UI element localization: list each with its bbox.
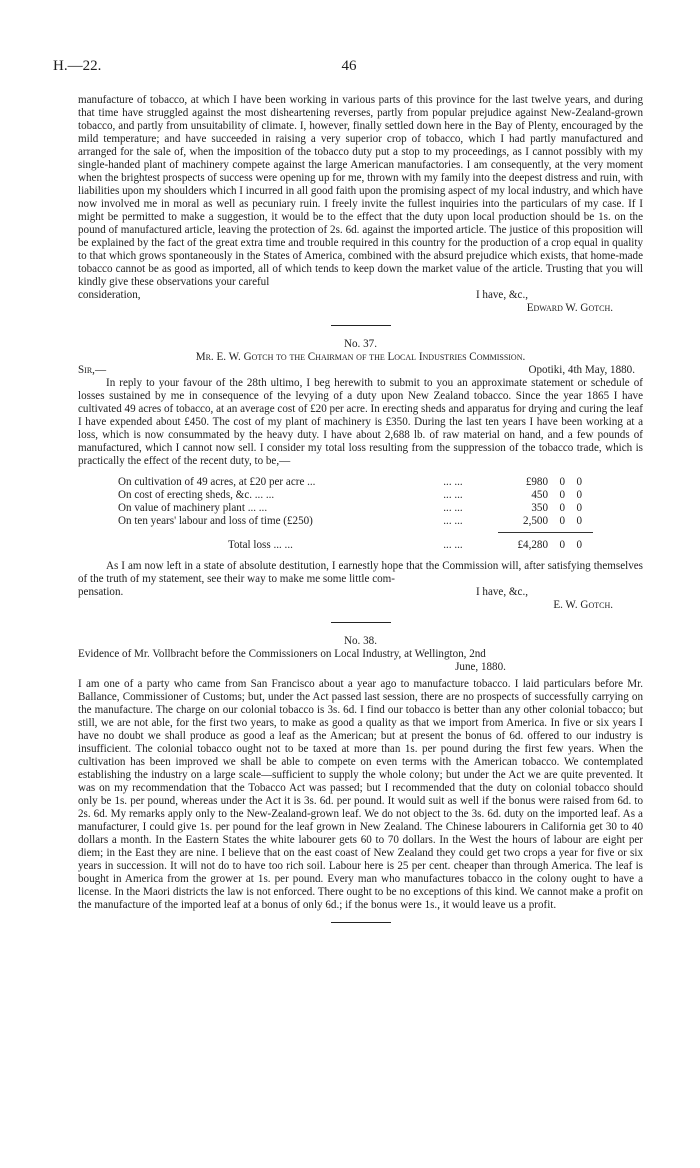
row-pounds: 450 xyxy=(531,489,548,501)
letter-37-salutation: Sir,— xyxy=(78,364,107,376)
row-leader: ... ... xyxy=(443,489,463,501)
page-number: 46 xyxy=(341,58,357,74)
row-shillings: 0 xyxy=(559,489,565,501)
row-leader: ... ... xyxy=(443,476,463,488)
letter-37-closing-right: I have, &c., xyxy=(475,586,528,598)
total-rule xyxy=(498,532,593,533)
evidence-38-title-date: June, 1880. xyxy=(455,661,506,673)
row-shillings: 0 xyxy=(559,502,565,514)
table-row xyxy=(118,502,583,515)
table-row xyxy=(118,515,583,528)
letter-36-closing xyxy=(78,289,643,302)
letter-36-closing-right: I have, &c., xyxy=(475,289,528,301)
losses-table xyxy=(118,476,583,552)
letter-37-signature: E. W. Gotch. xyxy=(553,599,613,611)
page-content xyxy=(78,94,643,935)
row-leader: ... ... xyxy=(443,502,463,514)
page-header xyxy=(53,58,645,78)
letter-36-signature: Edward W. Gotch. xyxy=(526,302,613,314)
letter-37-title: Mr. E. W. Gotch to the Chairman of the Local Industries Commission. xyxy=(195,351,526,363)
letter-36-closing-left: consideration, xyxy=(78,289,141,301)
section-divider xyxy=(331,325,391,326)
row-pence: 0 xyxy=(576,515,582,527)
document-reference: H.—22. xyxy=(53,58,102,74)
row-pence: 0 xyxy=(576,489,582,501)
row-pounds: 2,500 xyxy=(523,515,548,527)
evidence-38-number: No. 38. xyxy=(344,635,377,647)
row-pence: 0 xyxy=(576,476,582,488)
evidence-38-body: I am one of a party who came from San Francisco about a year ago to manufacture tobacco. I laid particulars before Mr. Ballance, Commissioner of Customs; but, under the Act passed last session, there are no prospects of successfully carrying on the manufacture. The charge on our colonial tobacco is 3s. 6d. I find our tobacco is better than any other colonial tobacco; but still, we are not able, for the first two years, to make as good a quality as that we import from America. In five or six years I have no doubt we shall produce as good a leaf as the American; but at present the bonus of 6d. offered to our industry is insufficient. The colonial tobacco ought not to be taxed at more than 1s. per pound during the first few years. When the cultivation has been improved we shall be able to compete on even terms with the American tobacco. We contemplated establishing the industry on a large scale—sufficient to supply the whole colony; but under the Act we are quite prevented. It was on my recommendation that the Tobacco Act was passed; but I recommended that the duty on colonial tobacco should only be 1s. per pound, whereas under the Act it is 3s. 6d. per pound. It would suit as well if the bonus were raised from 6d. to 2s. 6d. My remarks apply only to the New-Zealand-grown leaf. We do not object to the 3s. 6d. duty on the imported leaf. As a manufacturer, I could give 1s. per pound for the leaf grown in New Zealand. The Chinese labourers in California get 30 to 40 dollars a month. In the Eastern States the white labourer gets 60 to 70 dollars. In the West the hours of labour are eight per diem; in the East they are nine. I believe that on the east coast of New Zealand they could get two crops a year for five or six years in succession. It will not do to have too rich soil. Labour here is 25 per cent. cheaper than through America. The leaf is bought in America from the grower at 1s. per pound. Every man who manufactures tobacco in the colony ought to have a license. In the Maori districts the law is not enforced. There ought to be no exceptions of this kind. We cannot make a profit on the manufacture of the imported leaf at a bonus of only 6d.; if the bonus were 1s., it would leave us a profit. xyxy=(78,678,643,911)
total-leader: ... ... xyxy=(443,539,463,551)
letter-36-body: manufacture of tobacco, at which I have been working in various parts of this province for the last twelve years, and during that time have struggled against the most disheartening reverses, partly from popular prejudice against New-Zealand-grown tobacco, and partly from unsuitability of climate. I, however, finally settled down here in the Bay of Plenty, encouraged by the mild temperature; and have succeeded in raising a very superior crop of tobacco, which I had partly manufactured and arranged for the sale of, when the imposition of the tobacco duty put a stop to my proceedings, as I cannot possibly with my single-handed plant of machinery compete against the large American manufactories. I am consequently, at the very moment when the brightest prospects of success were opening up for me, thrown with my family into the deepest distress and ruin, with liabilities upon my shoulders which I incurred in all good faith upon the promising aspect of my local industry, and which have now involved me in moral as well as pecuniary ruin. I freely invite the fullest inquiries into the particulars of my case. If I might be permitted to make a suggestion, it would be to the effect that the duty upon local production should be 1s. on the pound of manufactured article, leaving the protection of 2s. 6d. against the imported article. The justice of this proposition will be explained by the fact of the great extra time and trouble required in this country for the production of a crop equal in quality to that which grows spontaneously in the States of America, combined with the absurd prejudice which exists, that home-made tobacco cannot be as good as imported, all of which tends to keep down the market value of the article. Trusting that you will kindly give these observations your careful xyxy=(78,94,643,288)
total-label: Total loss ... ... xyxy=(228,539,293,551)
letter-37-salutation-row xyxy=(78,364,643,377)
total-pounds: £4,280 xyxy=(517,539,548,551)
section-divider xyxy=(331,622,391,623)
row-label: On ten years' labour and loss of time (£250) xyxy=(118,515,313,527)
row-pounds: 350 xyxy=(531,502,548,514)
row-label: On cultivation of 49 acres, at £20 per acre ... xyxy=(118,476,316,488)
letter-37-number: No. 37. xyxy=(344,338,377,350)
letter-37-closing xyxy=(78,586,643,599)
row-shillings: 0 xyxy=(559,515,565,527)
letter-37-paragraph-2: As I am now left in a state of absolute destitution, I earnestly hope that the Commission will, after satisfying themselves of the truth of my statement, see their way to make me some little com- xyxy=(78,560,643,585)
table-row xyxy=(118,489,583,502)
section-divider xyxy=(331,922,391,923)
table-row xyxy=(118,476,583,489)
table-total-row xyxy=(118,539,583,552)
letter-37-paragraph-1: In reply to your favour of the 28th ultimo, I beg herewith to submit to you an approximate statement or schedule of losses sustained by me in consequence of the levying of a duty upon New Zealand tobacco. Since the year 1865 I have cultivated 49 acres of tobacco, at an average cost of £20 per acre. In erecting sheds and apparatus for drying and curing the leaf I have expended about £450. The cost of my plant of machinery is £350. During the last ten years I have been working at a loss, which is now consummated by the heavy duty. I have about 2,688 lb. of raw material on hand, and a few pounds of manufactured, which I cannot now sell. I consider my total loss resulting from the suppression of the tobacco trade, which is practically the effect of the recent duty, to be,— xyxy=(78,377,643,467)
row-label: On cost of erecting sheds, &c. ... ... xyxy=(118,489,275,501)
row-pence: 0 xyxy=(576,502,582,514)
row-shillings: 0 xyxy=(559,476,565,488)
letter-37-place-date: Opotiki, 4th May, 1880. xyxy=(528,364,635,376)
letter-37-closing-left: pensation. xyxy=(78,586,124,598)
evidence-38-title: Evidence of Mr. Vollbracht before the Commissioners on Local Industry, at Wellington, 2nd xyxy=(78,648,486,660)
row-label: On value of machinery plant ... ... xyxy=(118,502,268,514)
total-shillings: 0 xyxy=(559,539,565,551)
row-leader: ... ... xyxy=(443,515,463,527)
row-pounds: £980 xyxy=(525,476,548,488)
total-pence: 0 xyxy=(576,539,582,551)
